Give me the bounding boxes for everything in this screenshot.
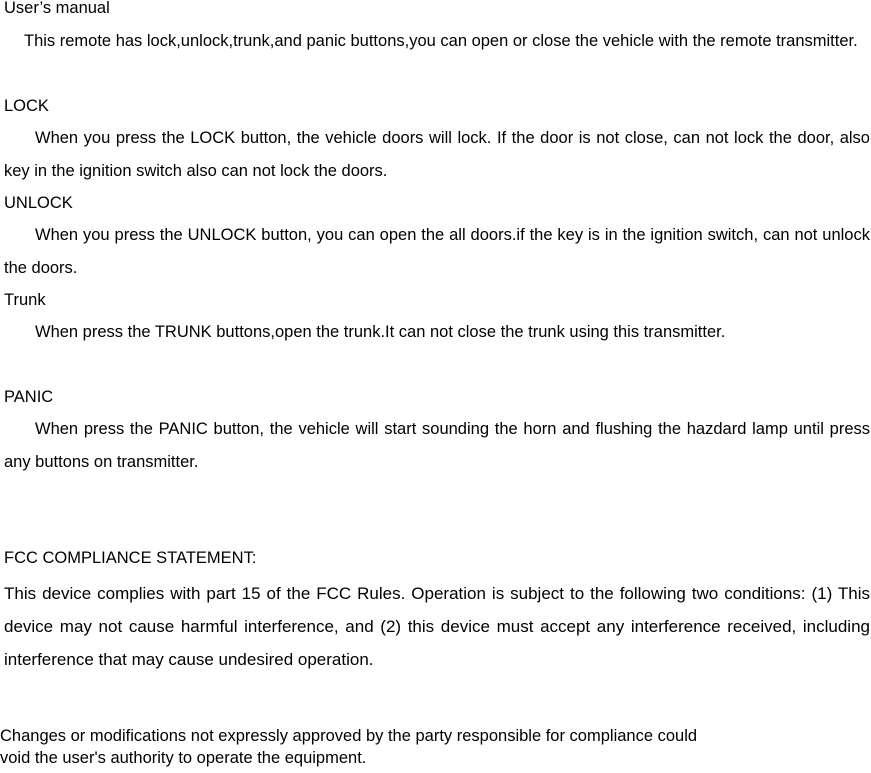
manual-title: User’s manual xyxy=(4,0,110,17)
section-heading-trunk: Trunk xyxy=(4,291,46,309)
changes-notice-line-2: void the user's authority to operate the equipment. xyxy=(0,749,367,767)
section-heading-panic: PANIC xyxy=(4,388,54,406)
changes-notice-line-1: Changes or modifications not expressly approved by the party responsible for compliance could xyxy=(0,727,698,745)
section-body-panic: When press the PANIC button, the vehicle will start sounding the horn and flushing the hazdard lamp until press any buttons on transmitter. xyxy=(4,420,870,471)
fcc-heading: FCC COMPLIANCE STATEMENT: xyxy=(4,549,257,567)
section-body-lock: When you press the LOCK button, the vehicle doors will lock. If the door is not close, can not lock the door, also key in the ignition switch also can not lock the doors. xyxy=(4,129,870,180)
intro-paragraph: This remote has lock,unlock,trunk,and panic buttons,you can open or close the vehicle with the remote transmitter. xyxy=(24,32,858,50)
fcc-statement: This device complies with part 15 of the FCC Rules. Operation is subject to the following two conditions: (1) This device may not cause harmful interference, and (2) this device must accept any interference received, including interference that may cause undesired operation. xyxy=(4,584,870,669)
section-heading-unlock: UNLOCK xyxy=(4,194,73,212)
section-heading-lock: LOCK xyxy=(4,97,49,115)
changes-notice xyxy=(0,725,860,769)
section-body-unlock: When you press the UNLOCK button, you can open the all doors.if the key is in the ignition switch, can not unlock the doors. xyxy=(4,226,870,277)
section-body-trunk: When press the TRUNK buttons,open the trunk.It can not close the trunk using this transmitter. xyxy=(35,323,726,341)
